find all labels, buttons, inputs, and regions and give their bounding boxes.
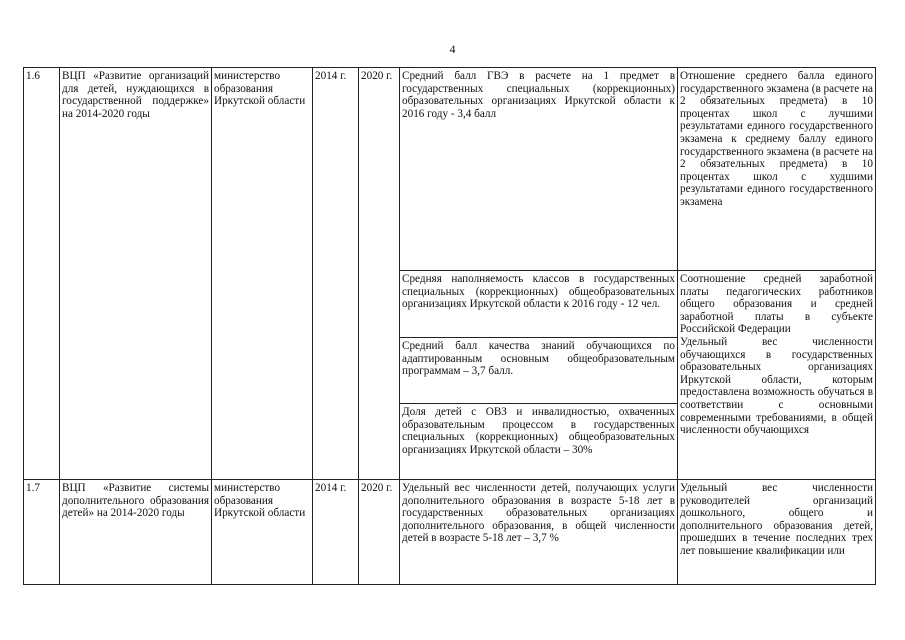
executor: министерство образования Иркутской области: [212, 68, 313, 480]
table-row: [24, 68, 876, 271]
program-name: ВЦП «Развитие организаций для детей, нуждающихся в государственной поддержке» на 2014-2020 годы: [60, 68, 212, 480]
program-table: [23, 67, 876, 585]
target-cell: [678, 271, 876, 480]
start-year: 2014 г.: [313, 68, 359, 480]
indicator-cell: Средний балл качества знаний обучающихся по адаптированным основным общеобразовательным программам – 3,7 балл.: [400, 338, 678, 404]
target-text: Удельный вес численности обучающихся в государственных образовательных организациях Иркутской области, которым предоставлена возможность обучаться в соответствии с основными современными требованиями, в общей численности обучающихся: [680, 335, 873, 437]
table-row: [24, 480, 876, 585]
indicator-cell: Средний балл ГВЭ в расчете на 1 предмет в государственных специальных (коррекционных) образовательных организациях Иркутской области к 2016 году - 3,4 балл: [400, 68, 678, 271]
program-name: ВЦП «Развитие системы дополнительного образования детей» на 2014-2020 годы: [60, 480, 212, 585]
target-text: Соотношение средней заработной платы педагогических работников общего образования и средней заработной платы в субъекте Российской Федерации: [680, 273, 873, 336]
end-year: 2020 г.: [359, 68, 400, 480]
start-year: 2014 г.: [313, 480, 359, 585]
indicator-cell: Удельный вес численности детей, получающих услуги дополнительного образования в возрасте 5-18 лет в государственных образовательных организациях дополнительного образования, в общей численности детей в возрасте 5-18 лет – 3,7 %: [400, 480, 678, 585]
indicator-cell: Средняя наполняемость классов в государственных специальных (коррекционных) общеобразовательных организациях Иркутской области к 2016 году - 12 чел.: [400, 271, 678, 338]
target-cell: Удельный вес численности руководителей организаций дошкольного, общего и дополнительного образования детей, прошедших в течение последних трех лет повышение квалификации или: [678, 480, 876, 585]
target-cell: Отношение среднего балла единого государственного экзамена (в расчете на 2 обязательных предмета) в 10 процентах школ с лучшими результатами единого государственного экзамена к среднему баллу единого государственного экзамена (в расчете на 2 обязательных предмета) в 10 процентах школ с худшими результатами единого государственного экзамена: [678, 68, 876, 271]
executor: министерство образования Иркутской области: [212, 480, 313, 585]
page-number: 4: [449, 42, 456, 56]
end-year: 2020 г.: [359, 480, 400, 585]
indicator-cell: Доля детей с ОВЗ и инвалидностью, охваченных образовательным процессом в государственных специальных (коррекционных) общеобразовательных организациях Иркутской области – 30%: [400, 404, 678, 480]
row-number: 1.7: [24, 480, 60, 585]
row-number: 1.6: [24, 68, 60, 480]
